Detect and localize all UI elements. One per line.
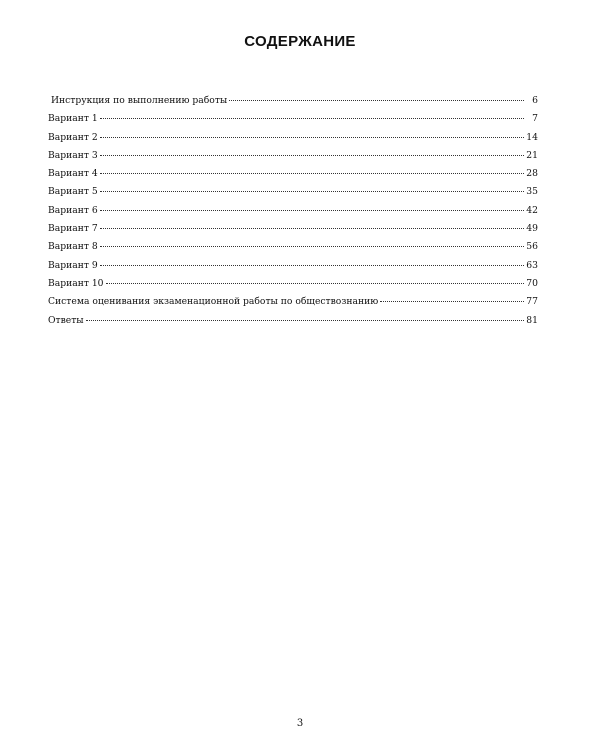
toc-entry-label: Вариант 7 xyxy=(48,223,98,235)
toc-entry-variant-9 xyxy=(48,260,538,278)
toc-entry-page: 28 xyxy=(526,168,538,180)
toc-entry-page: 63 xyxy=(526,259,538,271)
toc-leader-dots xyxy=(86,319,524,321)
toc-entry-page: 77 xyxy=(526,296,538,308)
toc-entry-page: 35 xyxy=(526,186,538,198)
toc-entry-label: Вариант 2 xyxy=(48,131,98,143)
toc-entry-label: Вариант 8 xyxy=(48,241,98,253)
toc-leader-dots xyxy=(100,209,524,211)
toc-leader-dots xyxy=(100,264,524,266)
toc-entry-label: Вариант 5 xyxy=(48,186,98,198)
toc-entry-variant-5 xyxy=(48,186,538,204)
toc-entry-label: Вариант 9 xyxy=(48,259,98,271)
table-of-contents xyxy=(48,95,538,333)
toc-leader-dots xyxy=(229,99,524,101)
toc-leader-dots xyxy=(380,300,524,302)
toc-entry-variant-10 xyxy=(48,278,538,296)
page-title: СОДЕРЖАНИЕ xyxy=(244,33,356,50)
toc-leader-dots xyxy=(100,245,524,247)
toc-leader-dots xyxy=(106,282,524,284)
toc-entry-variant-3 xyxy=(48,150,538,168)
toc-leader-dots xyxy=(100,227,524,229)
toc-entry-page: 56 xyxy=(526,241,538,253)
toc-entry-variant-6 xyxy=(48,205,538,223)
toc-entry-label: Вариант 3 xyxy=(48,149,98,161)
toc-entry-label: Ответы xyxy=(48,314,84,326)
toc-entry-page: 49 xyxy=(526,223,538,235)
toc-leader-dots xyxy=(100,117,524,119)
toc-entry-grading-system xyxy=(48,296,538,314)
toc-entry-variant-1 xyxy=(48,113,538,131)
toc-entry-variant-7 xyxy=(48,223,538,241)
toc-entry-label: Вариант 10 xyxy=(48,277,104,289)
page-number: 3 xyxy=(296,718,304,729)
toc-leader-dots xyxy=(100,172,524,174)
toc-entry-page: 21 xyxy=(526,149,538,161)
toc-entry-instructions xyxy=(48,95,538,113)
toc-entry-page: 70 xyxy=(526,277,538,289)
toc-leader-dots xyxy=(100,154,524,156)
toc-entry-page: 42 xyxy=(526,204,538,216)
toc-entry-label: Вариант 6 xyxy=(48,204,98,216)
toc-entry-label: Вариант 4 xyxy=(48,168,98,180)
toc-leader-dots xyxy=(100,136,524,138)
toc-entry-page: 14 xyxy=(526,131,538,143)
toc-entry-page: 7 xyxy=(532,113,538,125)
toc-entry-label: Система оценивания экзаменационной работы по обществознанию xyxy=(48,296,379,308)
toc-leader-dots xyxy=(100,190,524,192)
toc-entry-variant-2 xyxy=(48,132,538,150)
toc-entry-label: Инструкция по выполнению работы xyxy=(51,95,228,106)
toc-entry-page: 6 xyxy=(532,95,538,106)
toc-entry-variant-8 xyxy=(48,241,538,259)
toc-entry-variant-4 xyxy=(48,168,538,186)
toc-entry-label: Вариант 1 xyxy=(48,113,98,125)
toc-entry-answers xyxy=(48,315,538,333)
toc-entry-page: 81 xyxy=(526,314,538,326)
